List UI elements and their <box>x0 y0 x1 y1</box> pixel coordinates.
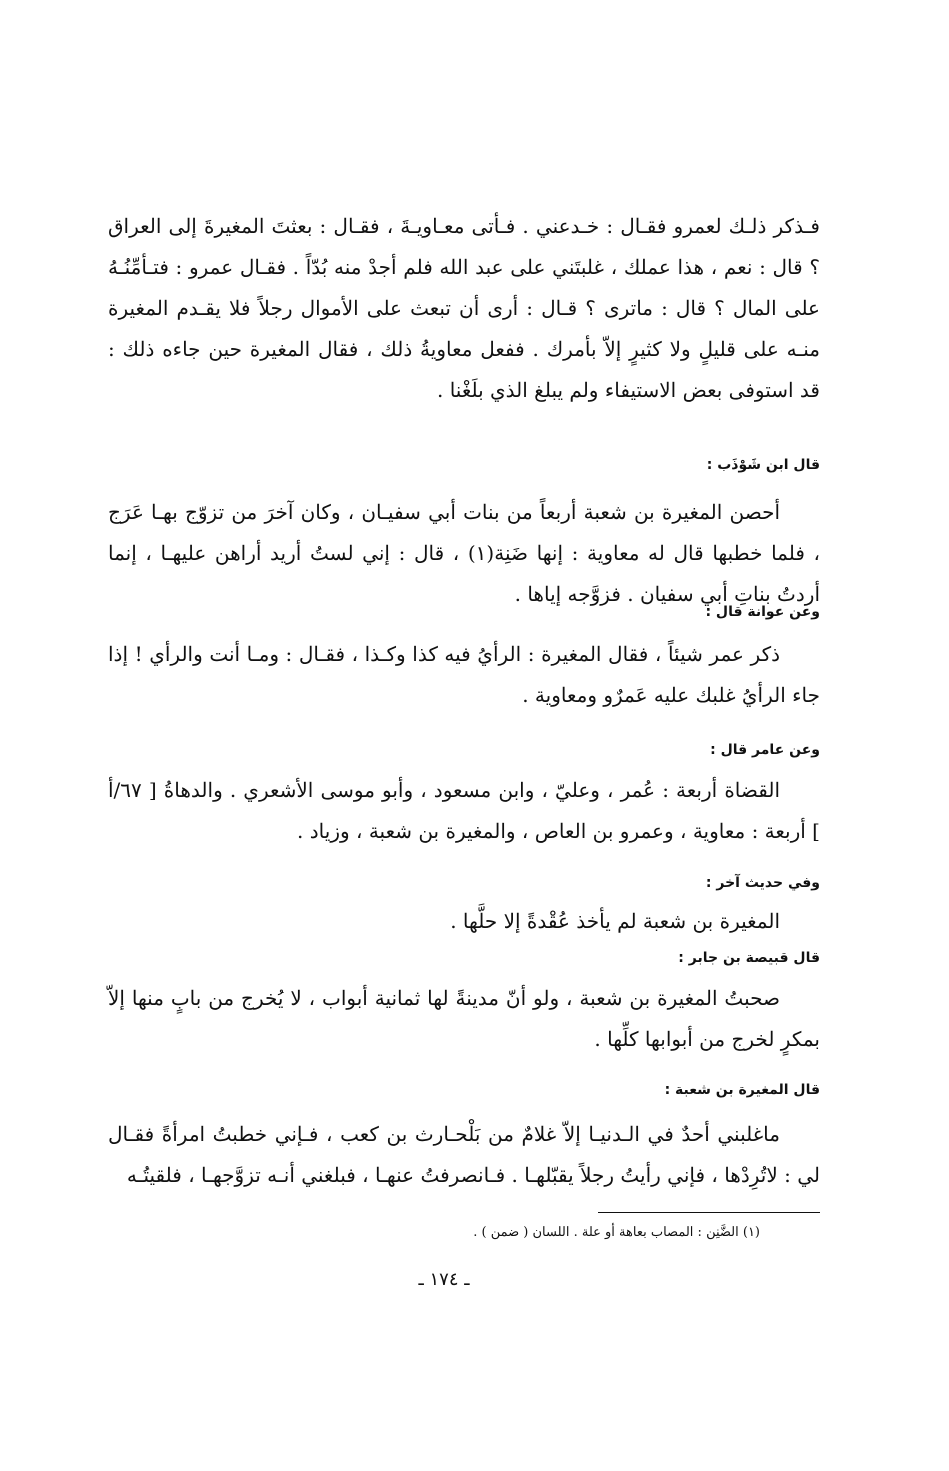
paragraph-awana <box>108 634 820 716</box>
section-heading: وعن عامر قال : <box>710 742 820 758</box>
paragraph-opening <box>108 206 820 411</box>
section-heading: قال قبيصة بن جابر : <box>678 950 820 966</box>
paragraph-qabisa <box>108 978 820 1060</box>
paragraph-text: صحبتُ المغيرة بن شعبة ، ولو أنّ مدينةً لها ثمانية أبواب ، لا يُخرج من بابٍ منها إلاّ بمكرٍ لخرج من أبوابها كلِّها . <box>108 986 820 1051</box>
paragraph-text: فـذكر ذلـك لعمرو فقـال : خـدعني . فـأتى معـاويـةَ ، فقـال : بعثتَ المغيرةَ إلى العراق ؟ قال : نعم ، هذا عملك ، غلبتَني على عبد الله فلم أجدْ منه بُدّاً . فقـال عمرو : فتـأمِّنُـهُ على المال ؟ قال : ماترى ؟ قـال : أرى أن تبعث على الأموال رجلاً فلا يقـدم المغيرة منـه على قليلٍ ولا كثيرٍ إلاّ بأمرك . ففعل معاويةُ ذلك ، فقال المغيرة حين جاءه ذلك : قد استوفى بعض الاستيفاء ولم يبلغ الذي بلَغْنا . <box>108 214 820 402</box>
paragraph-mughira <box>108 1114 820 1196</box>
heading-awana <box>108 602 820 622</box>
paragraph-text: القضاة أربعة : عُمر ، وعليّ ، وابن مسعود ، وأبو موسى الأشعري . والدهاةُ [ ٦٧/أ ] أربعة : معاوية ، وعمرو بن العاص ، والمغيرة بن شعبة ، وزياد . <box>108 778 820 843</box>
page-number: ـ ١٧٤ ـ <box>418 1269 470 1290</box>
paragraph-ibn-shawdhab <box>108 492 820 615</box>
paragraph-amir <box>108 770 820 852</box>
section-heading: قال المغيرة بن شعبة : <box>664 1082 820 1098</box>
heading-ibn-shawdhab <box>108 455 820 475</box>
paragraph-text: المغيرة بن شعبة لم يأخذ عُقْدةً إلا حلَّها . <box>450 909 780 933</box>
section-heading: وفي حديث آخر : <box>705 875 820 891</box>
footnote-divider <box>598 1212 820 1213</box>
paragraph-text: أحصن المغيرة بن شعبة أربعاً من بنات أبي سفيـان ، وكان آخرَ من تزوّج بهـا عَرَج ، فلما خطبها قال له معاوية : إنها ضَنِة(١) ، قال : إني لستُ أريد أراهن عليهـا ، إنما أردتُ بناتِ أبي سفيان . فزوَّجه إياها . <box>108 500 820 606</box>
heading-amir <box>108 740 820 760</box>
paragraph-another-hadith <box>108 901 820 942</box>
heading-another-hadith <box>108 873 820 893</box>
section-heading: وعن عوانة قال : <box>705 604 820 620</box>
paragraph-text: ذكر عمر شيئاً ، فقال المغيرة : الرأيُ فيه كذا وكـذا ، فقـال : ومـا أنت والرأي ! إذا جاء الرأيُ غلبك عليه عَمرٌو ومعاوية . <box>108 642 820 707</box>
footnote: (١) الضَّنِن : المصاب بعاهة أو علة . اللسان ( ضمن ) . <box>473 1225 760 1240</box>
paragraph-text: ماغلبني أحدٌ في الـدنيـا إلاّ غلامٌ من بَلْحـارث بن كعب ، فـإني خطبتُ امرأةً فقـال لي : لاتُرِدْها ، فإني رأيتُ رجلاً يقبّلهـا . فـانصرفتُ عنهـا ، فبلغني أنـه تزوَّجهـا ، فلقيتُـه <box>108 1122 820 1187</box>
section-heading: قال ابن شَوْذَب : <box>706 457 820 473</box>
heading-mughira <box>108 1080 820 1100</box>
heading-qabisa <box>108 948 820 968</box>
